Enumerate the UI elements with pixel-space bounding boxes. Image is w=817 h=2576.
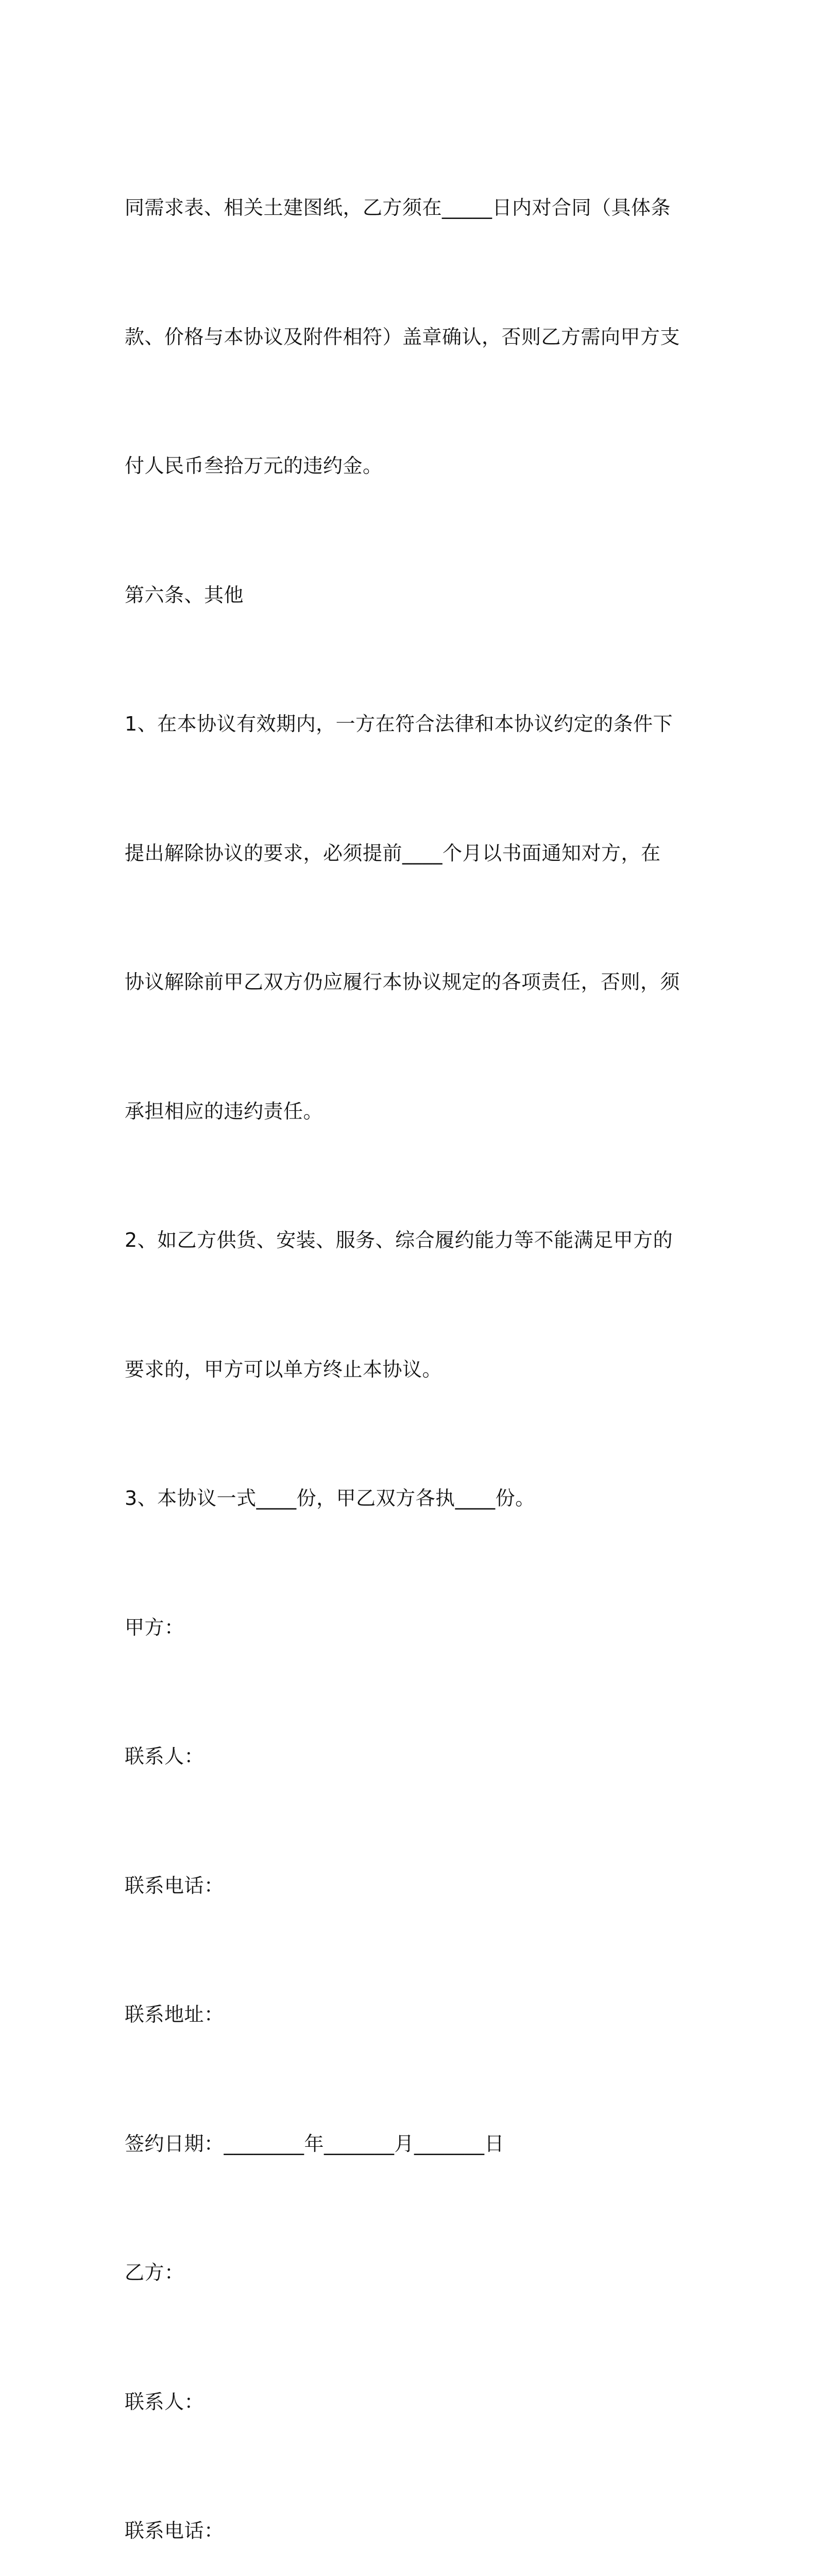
party-a-contact-phone: 联系电话：: [125, 1874, 224, 1897]
article-6-item-1-line-4: 承担相应的违约责任。: [125, 1099, 324, 1123]
article-6-item-3: 3、本协议一式____份，甲乙双方各执____份。: [125, 1487, 535, 1510]
clause-5-text-line-2: 款、价格与本协议及附件相符）盖章确认，否则乙方需向甲方支: [125, 325, 680, 348]
article-6-item-2-line-1: 2、如乙方供货、安装、服务、综合履约能力等不能满足甲方的: [125, 1229, 673, 1251]
article-6-item-2-line-2: 要求的，甲方可以单方终止本协议。: [125, 1358, 442, 1381]
party-b-contact-person: 联系人：: [125, 2390, 205, 2413]
party-a-signing-date: 签约日期：________年_______月_______日: [125, 2132, 505, 2155]
party-b-contact-phone: 联系电话：: [125, 2519, 224, 2542]
party-a-contact-address: 联系地址：: [125, 2003, 224, 2026]
clause-5-text-line-3: 付人民币叁拾万元的违约金。: [125, 454, 383, 477]
article-6-item-1-line-3: 协议解除前甲乙双方仍应履行本协议规定的各项责任，否则，须: [125, 971, 680, 993]
document-body: [125, 100, 702, 2576]
clause-5-text-line-1: 同需求表、相关土建图纸，乙方须在_____日内对合同（具体条: [125, 196, 671, 219]
party-a-label: 甲方：: [125, 1616, 184, 1639]
party-b-label: 乙方：: [125, 2261, 184, 2284]
article-6-item-1-line-1: 1、在本协议有效期内，一方在符合法律和本协议约定的条件下: [125, 713, 673, 735]
article-6-item-1-line-2: 提出解除协议的要求，必须提前____个月以书面通知对方，在: [125, 841, 661, 865]
party-a-contact-person: 联系人：: [125, 1745, 205, 1768]
article-6-heading: 第六条、其他: [125, 583, 244, 606]
